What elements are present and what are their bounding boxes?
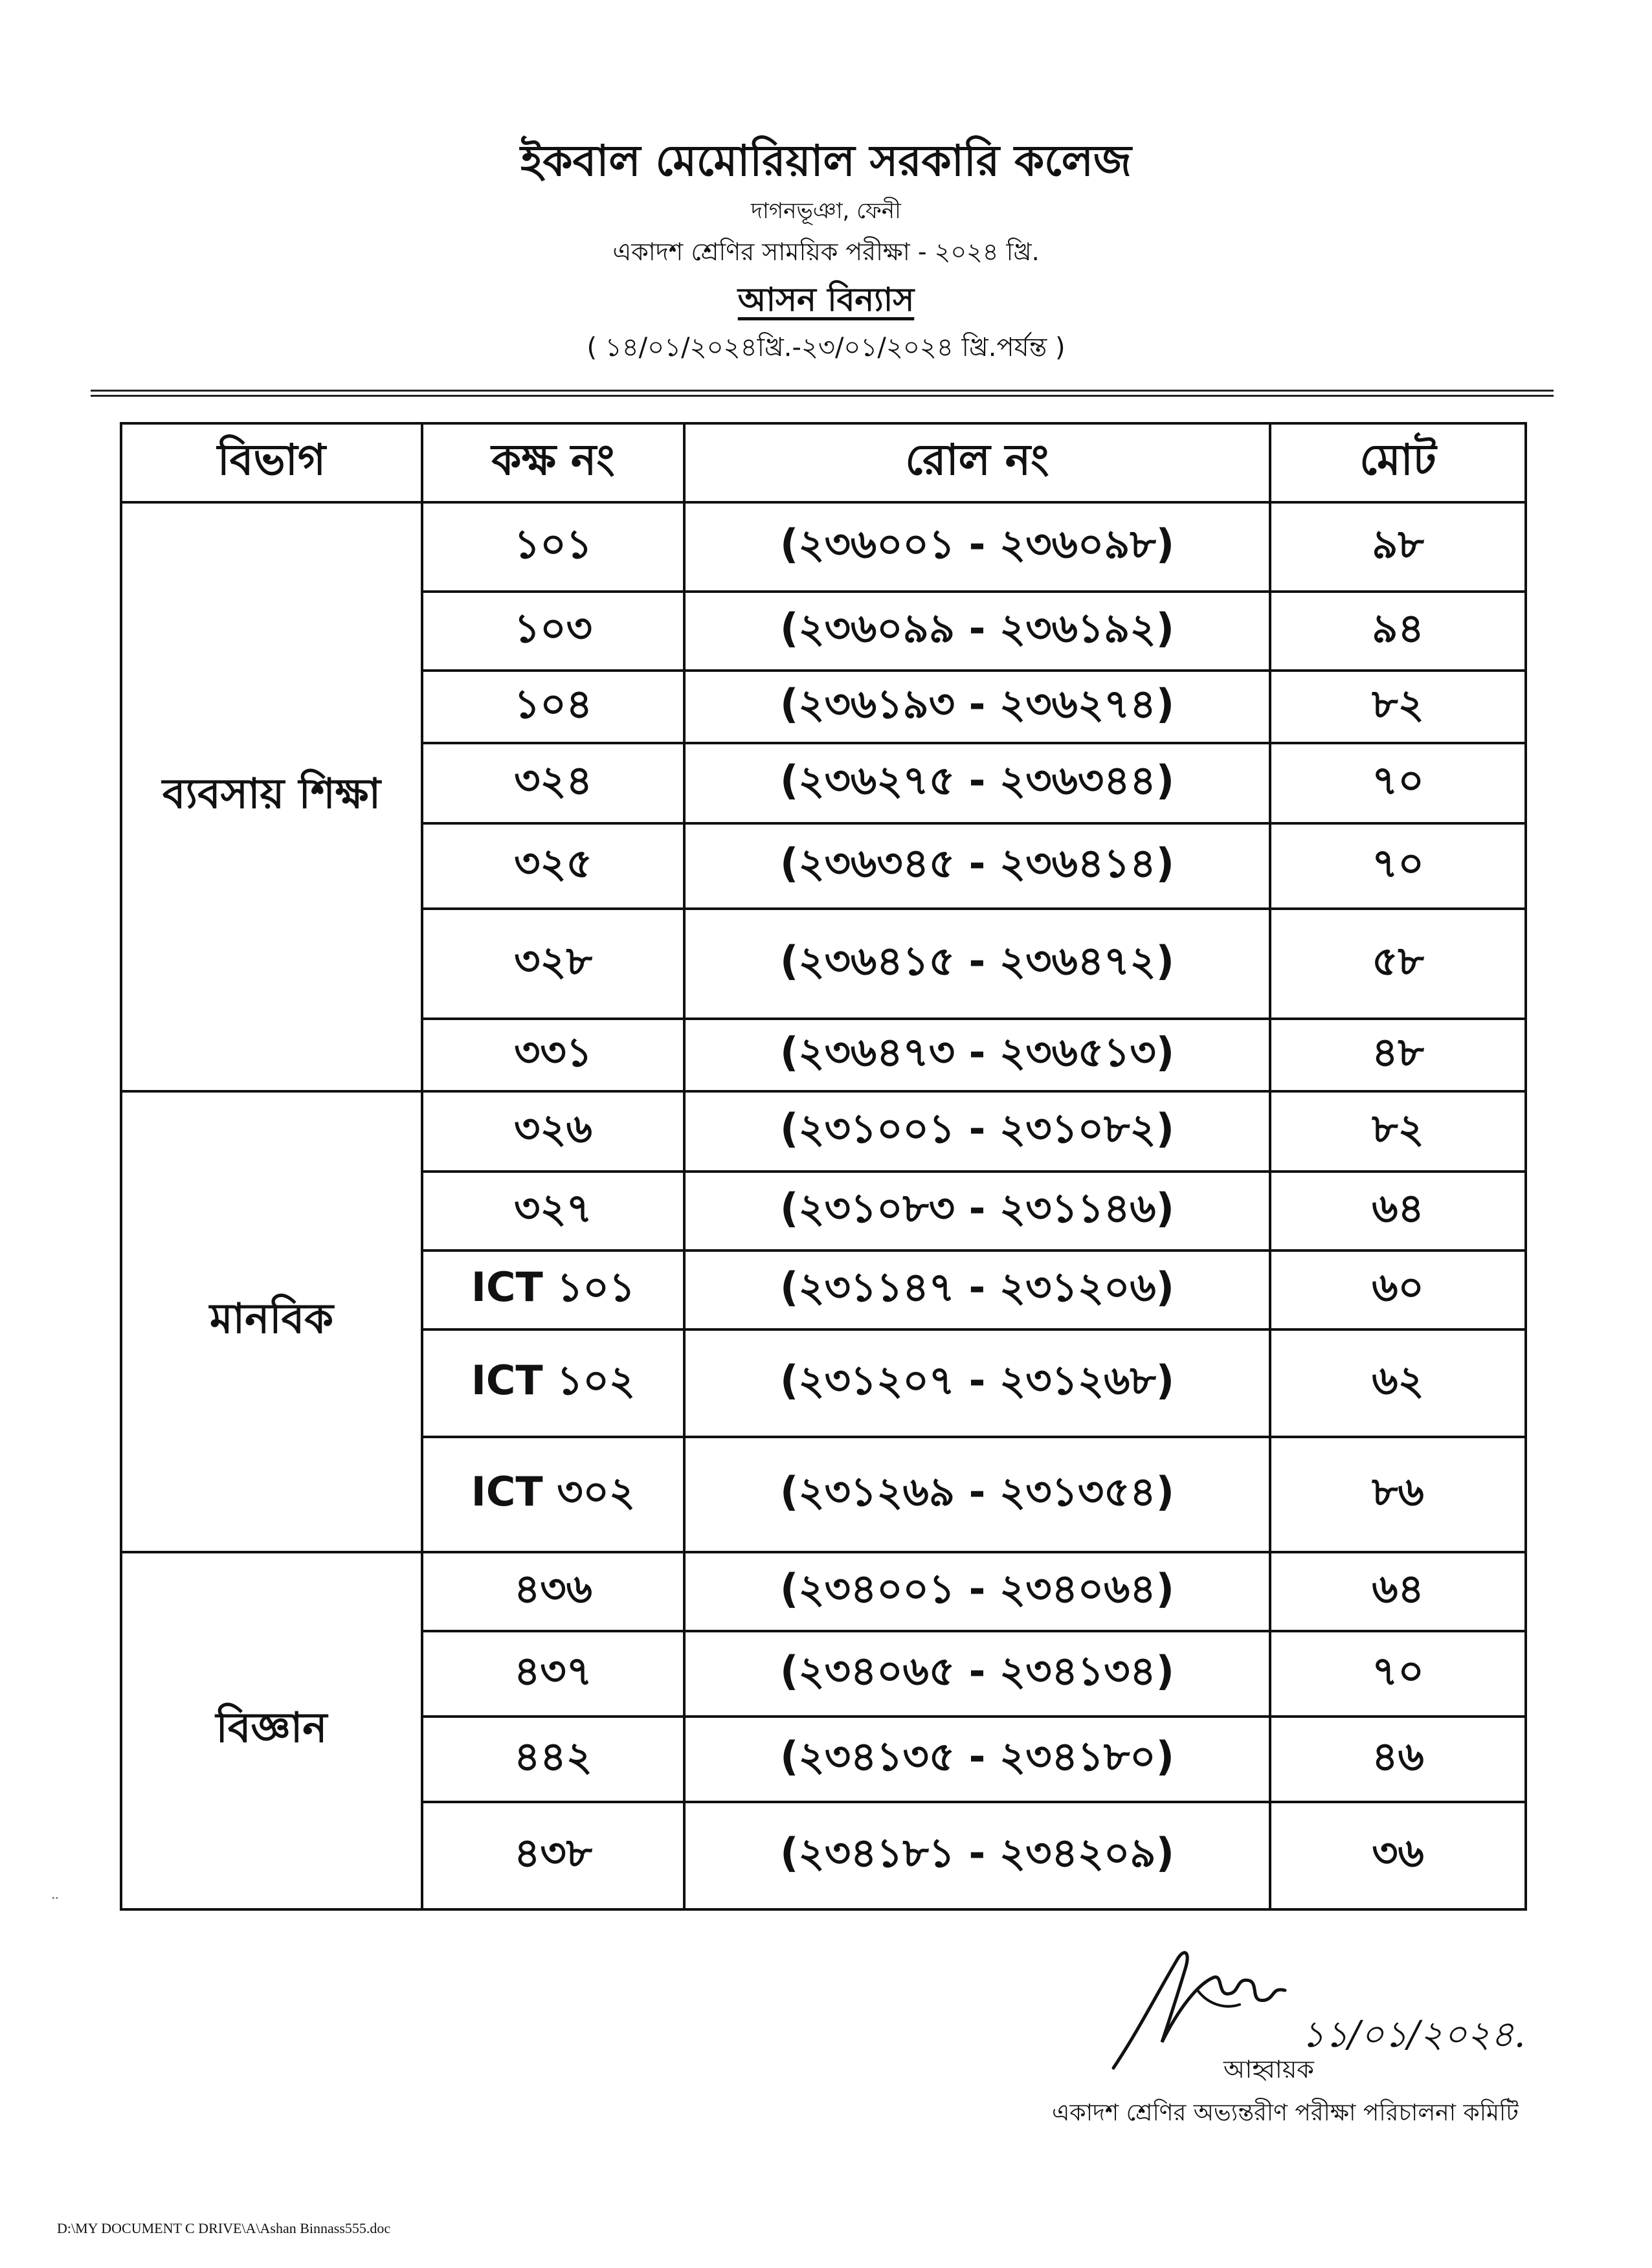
column-header-roll: রোল নং — [684, 423, 1270, 502]
total-cell: ৬২ — [1270, 1329, 1526, 1437]
roll-cell: (২৩৬৪১৫ - ২৩৬৪৭২) — [684, 909, 1270, 1019]
exam-title: একাদশ শ্রেণির সাময়িক পরীক্ষা - ২০২৪ খ্রি. — [612, 238, 1040, 266]
department-cell: বিজ্ঞান — [121, 1552, 422, 1909]
roll-cell: (২৩৬৩৪৫ - ২৩৬৪১৪) — [684, 823, 1270, 909]
signature-date: ১১/০১/২০২৪. — [1301, 2014, 1526, 2056]
roll-cell: (২৩১০০১ - ২৩১০৮২) — [684, 1091, 1270, 1172]
room-cell: ICT ১০১ — [422, 1251, 684, 1329]
room-cell: ১০১ — [422, 502, 684, 592]
room-cell: ৩২৭ — [422, 1172, 684, 1251]
total-cell: ৬৪ — [1270, 1552, 1526, 1631]
room-cell: ICT ৩০২ — [422, 1437, 684, 1552]
college-location: দাগনভূঞা, ফেনী — [751, 198, 901, 224]
department-cell: মানবিক — [121, 1091, 422, 1552]
column-header-room: কক্ষ নং — [422, 423, 684, 502]
total-cell: ৭০ — [1270, 743, 1526, 823]
room-cell: ৩২৮ — [422, 909, 684, 1019]
room-cell: ৪৩৭ — [422, 1631, 684, 1717]
room-cell: ICT ১০২ — [422, 1329, 684, 1437]
roll-cell: (২৩৬২৭৫ - ২৩৬৩৪৪) — [684, 743, 1270, 823]
room-cell: ৩২৪ — [422, 743, 684, 823]
total-cell: ৫৮ — [1270, 909, 1526, 1019]
total-cell: ৮৬ — [1270, 1437, 1526, 1552]
column-header-department: বিভাগ — [121, 423, 422, 502]
roll-cell: (২৩১০৮৩ - ২৩১১৪৬) — [684, 1172, 1270, 1251]
roll-cell: (২৩৬০৯৯ - ২৩৬১৯২) — [684, 592, 1270, 671]
date-range: ( ১৪/০১/২০২৪খ্রি.-২৩/০১/২০২৪ খ্রি.পর্যন্ত ) — [586, 333, 1066, 362]
committee-name: একাদশ শ্রেণির অভ্যন্তরীণ পরীক্ষা পরিচালনা কমিটি — [1052, 2100, 1519, 2126]
table-row — [121, 1552, 1526, 1631]
department-cell: ব্যবসায় শিক্ষা — [121, 502, 422, 1091]
room-cell: ১০৪ — [422, 671, 684, 743]
file-path: D:\MY DOCUMENT C DRIVE\A\Ashan Binnass555.doc — [57, 2220, 391, 2236]
room-cell: ৩৩১ — [422, 1019, 684, 1091]
header-divider — [91, 390, 1554, 392]
total-cell: ৮২ — [1270, 671, 1526, 743]
total-cell: ৪৬ — [1270, 1717, 1526, 1802]
roll-cell: (২৩৬১৯৩ - ২৩৬২৭৪) — [684, 671, 1270, 743]
roll-cell: (২৩১১৪৭ - ২৩১২০৬) — [684, 1251, 1270, 1329]
scan-speck: ᠃ — [49, 1891, 58, 1907]
column-header-total: মোট — [1270, 423, 1526, 502]
roll-cell: (২৩১২৬৯ - ২৩১৩৫৪) — [684, 1437, 1270, 1552]
college-name: ইকবাল মেমোরিয়াল সরকারি কলেজ — [520, 136, 1132, 186]
room-cell: ৪৩৮ — [422, 1802, 684, 1909]
table-row — [121, 502, 1526, 592]
total-cell: ৬০ — [1270, 1251, 1526, 1329]
total-cell: ৭০ — [1270, 1631, 1526, 1717]
total-cell: ৯৮ — [1270, 502, 1526, 592]
table-header-row — [121, 423, 1526, 502]
room-cell: ৪৩৬ — [422, 1552, 684, 1631]
seat-plan-table — [120, 422, 1527, 1911]
roll-cell: (২৩৪১৩৫ - ২৩৪১৮০) — [684, 1717, 1270, 1802]
roll-cell: (২৩৬৪৭৩ - ২৩৬৫১৩) — [684, 1019, 1270, 1091]
roll-cell: (২৩৪০০১ - ২৩৪০৬৪) — [684, 1552, 1270, 1631]
convener-label: আহ্বায়ক — [1223, 2055, 1314, 2084]
total-cell: ৪৮ — [1270, 1019, 1526, 1091]
total-cell: ৬৪ — [1270, 1172, 1526, 1251]
total-cell: ৭০ — [1270, 823, 1526, 909]
total-cell: ৩৬ — [1270, 1802, 1526, 1909]
room-cell: ১০৩ — [422, 592, 684, 671]
room-cell: ৩২৬ — [422, 1091, 684, 1172]
roll-cell: (২৩১২০৭ - ২৩১২৬৮) — [684, 1329, 1270, 1437]
document-title: আসন বিন্যাস — [737, 281, 915, 318]
header-divider-second — [91, 395, 1554, 397]
roll-cell: (২৩৬০০১ - ২৩৬০৯৮) — [684, 502, 1270, 592]
total-cell: ৮২ — [1270, 1091, 1526, 1172]
roll-cell: (২৩৪১৮১ - ২৩৪২০৯) — [684, 1802, 1270, 1909]
room-cell: ৩২৫ — [422, 823, 684, 909]
total-cell: ৯৪ — [1270, 592, 1526, 671]
roll-cell: (২৩৪০৬৫ - ২৩৪১৩৪) — [684, 1631, 1270, 1717]
room-cell: ৪৪২ — [422, 1717, 684, 1802]
table-row — [121, 1091, 1526, 1172]
